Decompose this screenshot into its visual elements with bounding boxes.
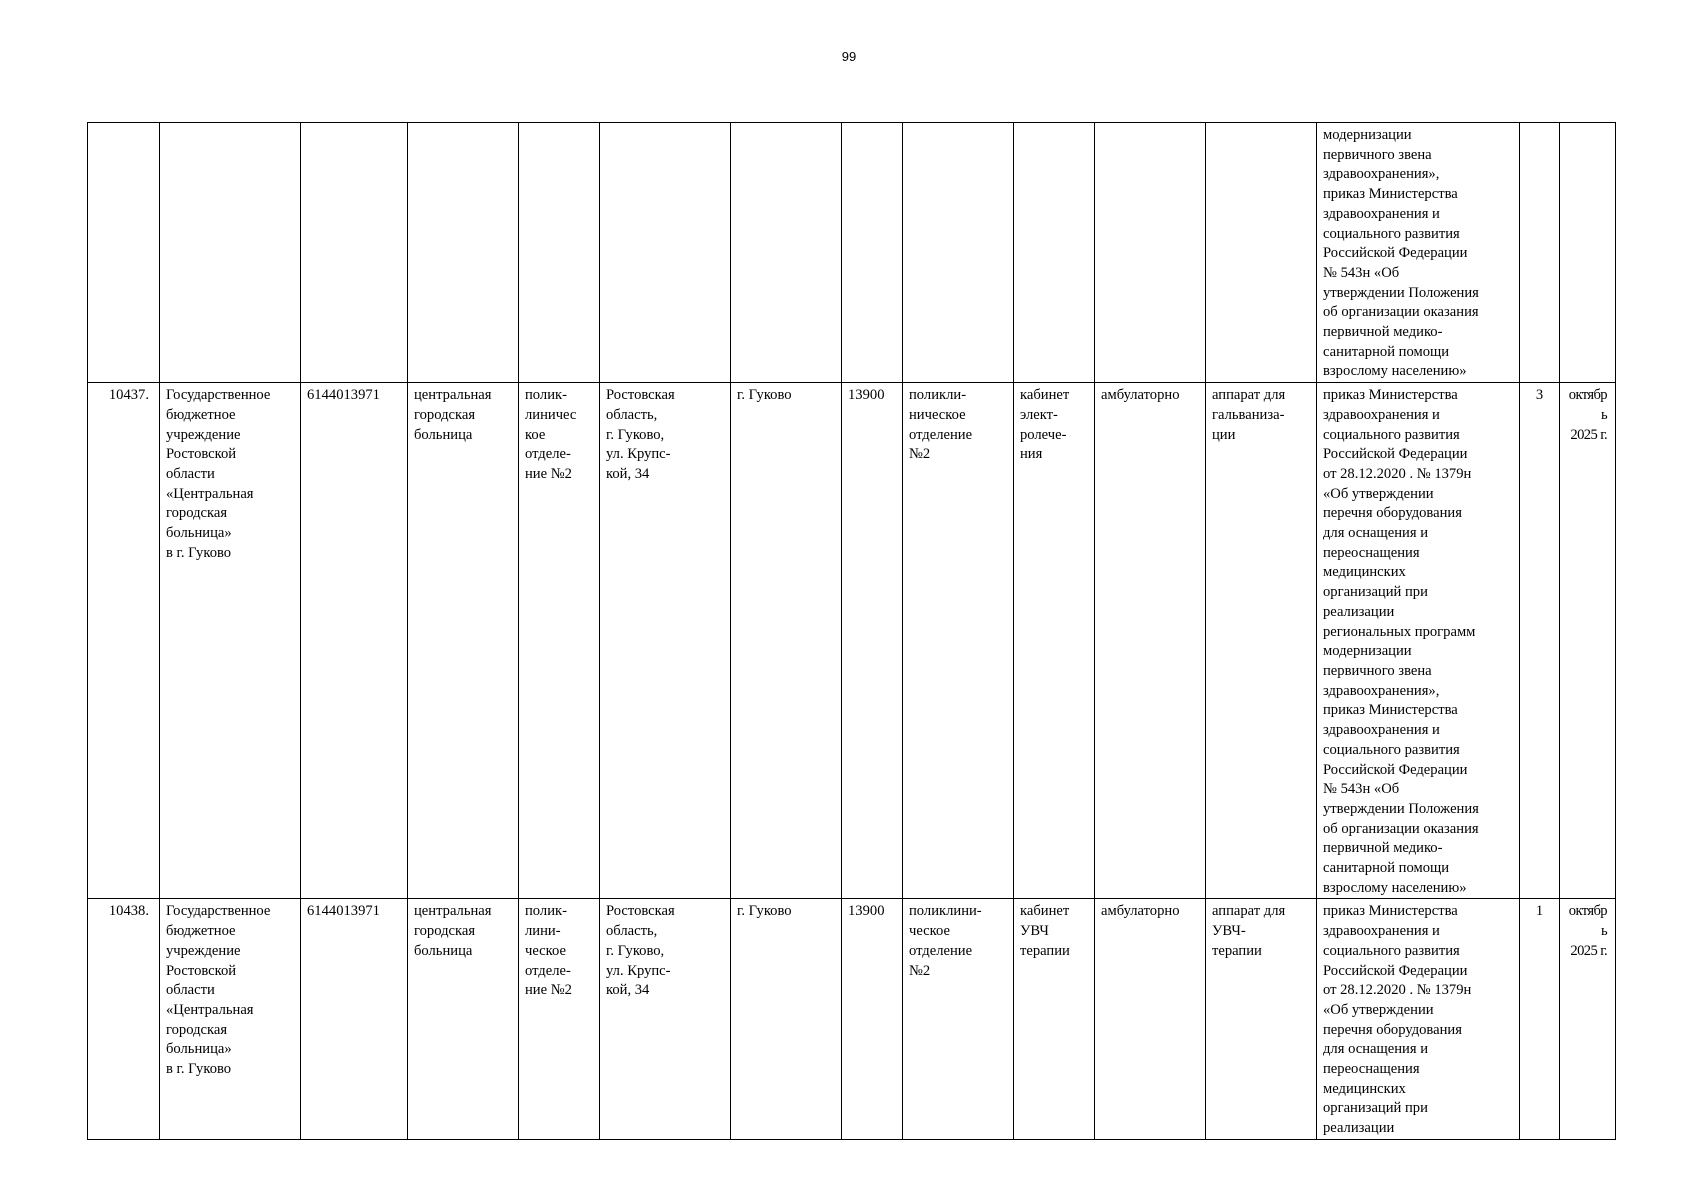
cell-care-form: амбулаторно: [1095, 383, 1206, 899]
cell-division: полик- линичес кое отделе- ние №2: [519, 383, 600, 899]
cell-org-type: [408, 123, 519, 383]
cell-quantity: 3: [1520, 383, 1560, 899]
cell-equipment: аппарат для УВЧ- терапии: [1206, 899, 1317, 1139]
cell-division: полик- лини- ческое отделе- ние №2: [519, 899, 600, 1139]
cell-inn: 6144013971: [301, 383, 408, 899]
cell-care-form: амбулаторно: [1095, 899, 1206, 1139]
cell-care-form: [1095, 123, 1206, 383]
cell-department: поликли- ническое отделение №2: [903, 383, 1014, 899]
cell-equipment: [1206, 123, 1317, 383]
cell-department: поликлини- ческое отделение №2: [903, 899, 1014, 1139]
cell-equipment: аппарат для гальваниза- ции: [1206, 383, 1317, 899]
cell-address: [600, 123, 731, 383]
cell-address: Ростовская область, г. Гуково, ул. Крупс- кой, 34: [600, 899, 731, 1139]
cell-organization: Государственное бюджетное учреждение Ростовской области «Центральная городская больница» в г. Гуково: [160, 383, 301, 899]
table-row-continuation: [88, 123, 1616, 383]
cell-basis: приказ Министерства здравоохранения и социального развития Российской Федерации от 28.12.2020 . № 1379н «Об утверждении перечня оборудования для оснащения и переоснащения медицинских организаций при реализации: [1317, 899, 1520, 1139]
cell-org-type: центральная городская больница: [408, 899, 519, 1139]
cell-city: [731, 123, 842, 383]
cell-date: [1560, 123, 1616, 383]
cell-department: [903, 123, 1014, 383]
cell-code: 13900: [842, 899, 903, 1139]
table-row: [88, 899, 1616, 1139]
page-number: 99: [841, 49, 857, 64]
cell-room: [1014, 123, 1095, 383]
cell-address: Ростовская область, г. Гуково, ул. Крупс- кой, 34: [600, 383, 731, 899]
cell-city: г. Гуково: [731, 899, 842, 1139]
registry-table: [87, 122, 1616, 1140]
cell-date: октябрь 2025 г.: [1560, 899, 1616, 1139]
cell-index: [88, 123, 160, 383]
cell-index: 10437.: [88, 383, 160, 899]
cell-room: кабинет элект- ролече- ния: [1014, 383, 1095, 899]
cell-index: 10438.: [88, 899, 160, 1139]
cell-org-type: центральная городская больница: [408, 383, 519, 899]
table-row: [88, 383, 1616, 899]
cell-organization: Государственное бюджетное учреждение Ростовской области «Центральная городская больница» в г. Гуково: [160, 899, 301, 1139]
cell-quantity: 1: [1520, 899, 1560, 1139]
cell-room: кабинет УВЧ терапии: [1014, 899, 1095, 1139]
cell-inn: [301, 123, 408, 383]
cell-basis: модернизации первичного звена здравоохранения», приказ Министерства здравоохранения и социального развития Российской Федерации № 543н «Об утверждении Положения об организации оказания первичной медико- санитарной помощи взрослому населению»: [1317, 123, 1520, 383]
cell-code: 13900: [842, 383, 903, 899]
cell-inn: 6144013971: [301, 899, 408, 1139]
cell-quantity: [1520, 123, 1560, 383]
cell-basis: приказ Министерства здравоохранения и социального развития Российской Федерации от 28.12.2020 . № 1379н «Об утверждении перечня оборудования для оснащения и переоснащения медицинских организаций при реализации региональных программ модернизации первичного звена здравоохранения», приказ Министерства здравоохранения и социального развития Российской Федерации № 543н «Об утверждении Положения об организации оказания первичной медико- санитарной помощи взрослому населению»: [1317, 383, 1520, 899]
cell-date: октябрь 2025 г.: [1560, 383, 1616, 899]
cell-division: [519, 123, 600, 383]
cell-city: г. Гуково: [731, 383, 842, 899]
cell-code: [842, 123, 903, 383]
cell-organization: [160, 123, 301, 383]
